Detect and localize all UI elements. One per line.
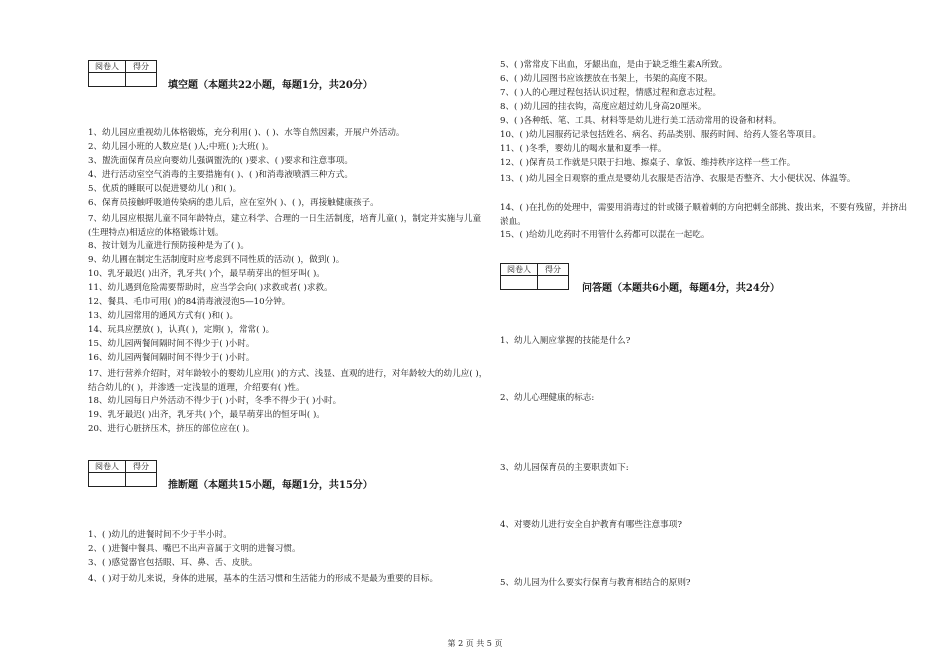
fill-line-3: 3、盥洗面保育员应向婴幼儿强调盥洗的( )要求、( )要求和注意事项。 (88, 156, 353, 166)
judge-line-9: 9、( )各种纸、笔、工具、材料等是幼儿进行美工活动常用的设备和材料。 (500, 116, 782, 126)
score-box-reviewer: 阅卷人 (89, 461, 126, 473)
fill-line-16: 16、幼儿园两餐间隔时间不得少于( )小时。 (88, 353, 255, 363)
page-footer: 第 2 页 共 5 页 (447, 639, 503, 648)
judge-line-11: 11、( )冬季，婴幼儿的喝水量和夏季一样。 (500, 144, 667, 154)
judge-line-15: 15、( )给幼儿吃药时不用管什么药都可以混在一起吃。 (500, 230, 710, 240)
score-box-reviewer: 阅卷人 (89, 61, 126, 73)
judge-line-6: 6、( )幼儿园图书应该摆放在书架上，书架的高度不限。 (500, 74, 713, 84)
judge-line-12: 12、( )保育员工作就是只限于扫地、擦桌子、拿饭、维持秩序这样一些工作。 (500, 158, 796, 168)
judge-line-8: 8、( )幼儿园的挂衣钩，高度应超过幼儿身高20厘米。 (500, 102, 707, 112)
fill-line-9: 9、幼儿圃在制定生活制度时应考虑到不同性质的活动( )，做到( )。 (88, 255, 345, 265)
judge-line-7: 7、( )人的心理过程包括认识过程，情感过程和意志过程。 (500, 88, 722, 98)
fill-line-15: 15、幼儿园两餐间隔时间不得少于( )小时。 (88, 339, 255, 349)
fill-line-19: 19、乳牙最迟( )出齐，乳牙共( )个，最早萌芽出的恒牙叫( )。 (88, 410, 325, 420)
judge-line-3: 3、( )感觉器官包括眼、耳、鼻、舌、皮肤。 (88, 558, 258, 568)
fill-line-1: 1、幼儿园应重视幼儿体格锻炼，充分利用( )、( )、水等自然因素，开展户外活动。 (88, 128, 405, 138)
fill-line-13: 13、幼儿园常用的通风方式有( )和( )。 (88, 311, 239, 321)
fill-line-8: 8、按计划为儿童进行预防接种是为了( )。 (88, 241, 249, 251)
qa-question-5: 5、幼儿园为什么要实行保育与教育相结合的原则? (500, 578, 691, 588)
qa-question-3: 3、幼儿园保育员的主要职责如下: (500, 463, 629, 473)
score-box-qa (500, 263, 569, 290)
qa-question-1: 1、幼儿入厕应掌握的技能是什么? (500, 336, 631, 346)
fill-line-4: 4、进行活动室空气消毒的主要措施有( )、( )和消毒液喷洒三种方式。 (88, 170, 353, 180)
judge-line-10: 10、( )幼儿园服药记录包括姓名、病名、药品类别、服药时间、给药人签名等项目。 (500, 130, 822, 140)
fill-line-2: 2、幼儿园小班的人数应是( )人;中班( );大班( )。 (88, 142, 274, 152)
fill-line-6: 6、保育员接触呼吸道传染病的患儿后，应在室外( )、( )，再接触健康孩子。 (88, 198, 379, 208)
fill-line-12: 12、餐具、毛巾可用( )的84消毒液浸泡5—10分钟。 (88, 297, 291, 307)
fill-line-14: 14、玩具应摆放( )，认真( )，定期( )，常常( )。 (88, 325, 275, 335)
judge-line-1: 1、( )幼儿的进餐时间不少于半小时。 (88, 530, 232, 540)
score-box-score: 得分 (126, 61, 157, 73)
score-box-judge (88, 460, 157, 487)
fill-line-20: 20、进行心脏挤压术，挤压的部位应在( )。 (88, 424, 255, 434)
fill-section-title: 填空题（本题共22小题，每题1分，共20分） (168, 80, 373, 91)
fill-line-5: 5、优质的睡眠可以促进婴幼儿( )和( )。 (88, 184, 242, 194)
fill-line-10: 10、乳牙最迟( )出齐，乳牙共( )个，最早萌芽出的恒牙叫( )。 (88, 269, 325, 279)
fill-line-17: 17、进行营养介绍时，对年龄较小的婴幼儿应用( )的方式、浅显、直观的进行，对年龄较大的幼儿应( )，结合幼儿的( )，并渗透一定浅显的道理，介绍要有( )性。 (88, 369, 488, 393)
score-box-fill (88, 60, 157, 87)
judge-line-14: 14、( )在扎伤的处理中，需要用消毒过的针或镊子顺着刺的方向把刺全部挑、拨出来，不要有残留，并挤出淤血。 (500, 203, 908, 227)
qa-question-4: 4、对婴幼儿进行安全自护教育有哪些注意事项? (500, 520, 682, 530)
score-box-reviewer: 阅卷人 (501, 264, 538, 276)
fill-line-18: 18、幼儿园每日户外活动不得少于( )小时，冬季不得少于( )小时。 (88, 396, 342, 406)
judge-line-4: 4、( )对于幼儿来说，身体的进展，基本的生活习惯和生活能力的形成不是最为重要的目标。 (88, 574, 439, 584)
judge-line-13: 13、( )幼儿园全日观察的重点是婴幼儿衣服是否洁净、衣服是否整齐、大小便状况、体温等。 (500, 174, 856, 184)
judge-section-title: 推断题（本题共15小题，每题1分，共15分） (168, 480, 373, 491)
fill-line-7: 7、幼儿园应根据儿童不同年龄特点，建立科学、合理的一日生活制度，培育儿童( )，制定并实施与儿童(生理特点)相适应的体格锻炼计划。 (88, 214, 482, 238)
fill-line-11: 11、幼儿遇到危险需要帮助时，应当学会向( )求救或者( )求救。 (88, 283, 333, 293)
judge-line-5: 5、( )常常皮下出血，牙龈出血，是由于缺乏维生素A所致。 (500, 60, 728, 70)
qa-question-2: 2、幼儿心理健康的标志: (500, 393, 595, 403)
score-box-score: 得分 (126, 461, 157, 473)
qa-section-title: 问答题（本题共6小题，每题4分，共24分） (582, 283, 780, 294)
judge-line-2: 2、( )进餐中餐具、嘴巴不出声音属于文明的进餐习惯。 (88, 544, 301, 554)
score-box-score: 得分 (538, 264, 569, 276)
